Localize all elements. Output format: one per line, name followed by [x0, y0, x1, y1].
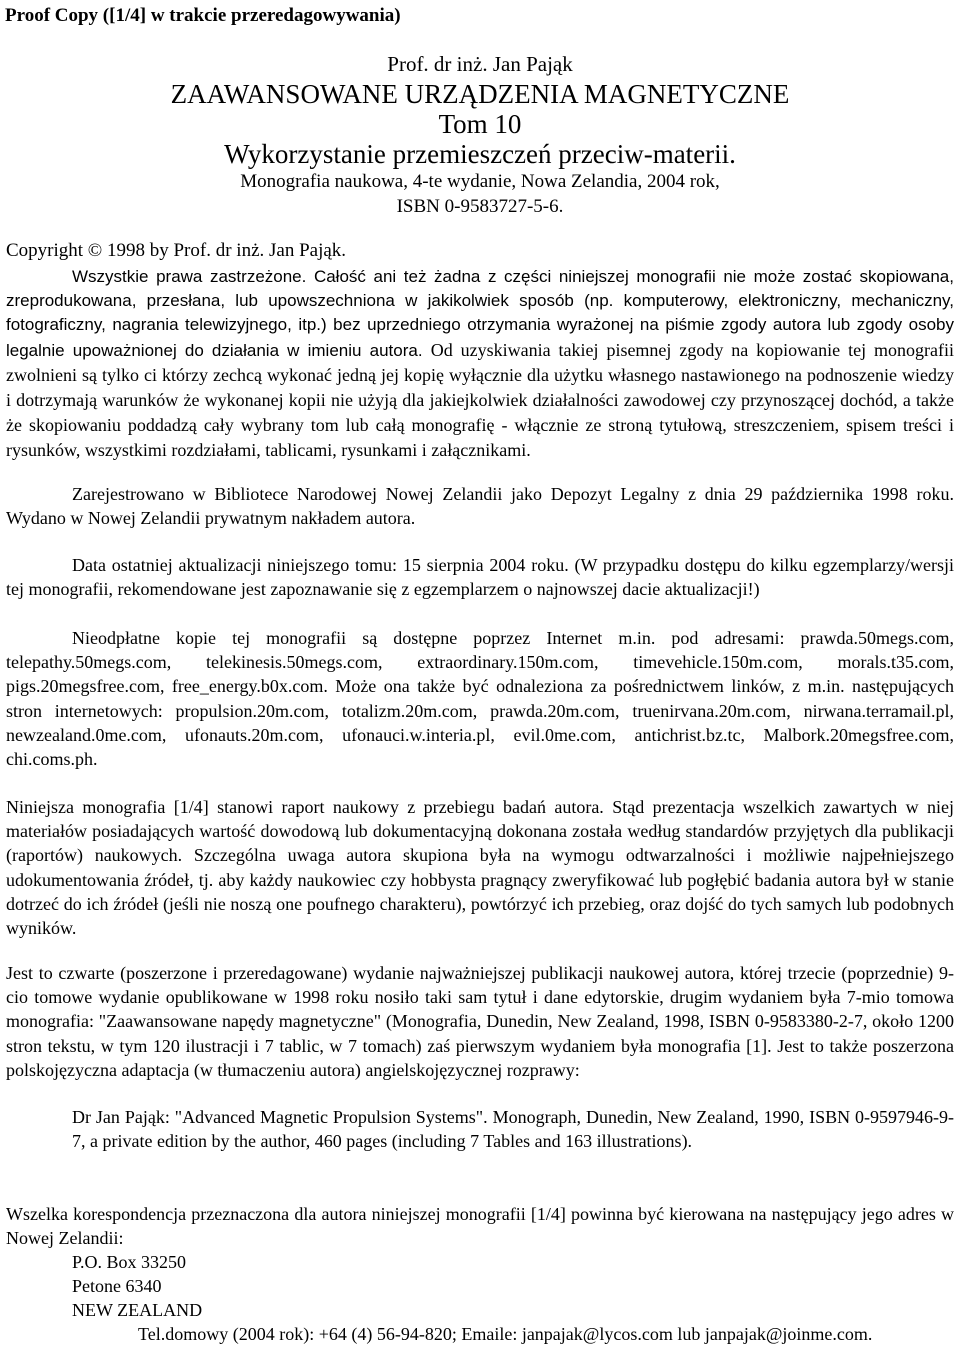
address-line-1: P.O. Box 33250	[72, 1252, 187, 1272]
rights-text: Całość ani też żadna z części niniejszej monografii nie może zostać skopiowana, zreprodukowana, przesłana, lub upowszechniona w jakikolwiek sposób (np. komputerowy, elektroniczny, mechaniczny, fotograficzny, nagrania telewizyjnego, itp.) bez uprzedniego otrzymania wyrażonej na piśmie zgody autora lub zgody osoby legalnie upoważnionej do działania w imieniu autora.	[6, 267, 954, 360]
title-author: Prof. dr inż. Jan Pająk	[387, 52, 573, 76]
address-line-3: NEW ZEALAND	[72, 1300, 203, 1320]
copies-paragraph: Nieodpłatne kopie tej monografii są dostępne poprzez Internet m.in. pod adresami: prawda.50megs.com, telepathy.50megs.com, telekinesis.50megs.com, extraordinary.150m.com, timevehicle.150m.com, morals.t35.com, pigs.20megsfree.com, free_energy.b0x.com. Może ona także być odnaleziona za pośrednictwem linków, z m.in. następujących stron internetowych: propulsion.20m.com, totalizm.20m.com, prawda.20m.com, truenirvana.20m.com, nirwana.terramail.pl, newzealand.0me.com, ufonauts.20m.com, ufonauci.w.interia.pl, evil.0me.com, antichrist.bz.tc, Malbork.20megsfree.com, chi.coms.ph.	[6, 628, 954, 770]
address-line-2: Petone 6340	[72, 1276, 162, 1296]
title-edition: Monografia naukowa, 4-te wydanie, Nowa Zelandia, 2004 rok,	[240, 171, 720, 192]
registration-paragraph: Zarejestrowano w Bibliotece Narodowej Nowej Zelandii jako Depozyt Legalny z dnia 29 października 1998 roku. Wydano w Nowej Zelandii prywatnym nakładem autora.	[6, 484, 954, 529]
correspondence-paragraph: Wszelka korespondencja przeznaczona dla autora niniejszej monografii [1/4] powinna być kierowana na następujący jego adres w Nowej Zelandii:	[6, 1204, 954, 1249]
english-reference: Dr Jan Pająk: "Advanced Magnetic Propulsion Systems". Monograph, Dunedin, New Zealand, 1990, ISBN 0-9597946-9-7, a private edition by the author, 460 pages (including 7 Tables and 163 illustrations).	[72, 1107, 954, 1152]
edition-history-paragraph: Jest to czwarte (poszerzone i przeredagowane) wydanie najważniejszej publikacji naukowej autora, której trzecie (poprzednie) 9-cio tomowe wydanie opublikowane w 1998 roku nosiło taki sam tytuł i dane edytorskie, drugim wydaniem była 7-mio tomowa monografia: "Zaawansowane napędy magnetyczne" (Monografia, Dunedin, New Zealand, 1998, ISBN 0-9583380-2-7, około 1200 stron tekstu, w tym 120 ilustracji i 7 tablic, w 7 tomach) zaś pierwszym wydaniem była monografia [1]. Jest to także poszerzona polskojęzyczna adaptacja (w tłumaczeniu autora) angielskojęzycznej rozprawy:	[6, 963, 954, 1080]
update-paragraph: Data ostatniej aktualizacji niniejszego tomu: 15 sierpnia 2004 roku. (W przypadku dostępu do kilku egzemplarzy/wersji tej monografii, rekomendowane jest zapoznawanie się z egzemplarzem o najnowszej dacie aktualizacji!)	[6, 555, 954, 600]
copyright-line: Copyright © 1998 by Prof. dr inż. Jan Pająk.	[6, 240, 347, 261]
title-block	[0, 50, 960, 219]
rights-paragraph	[6, 265, 954, 464]
title-volume: Tom 10	[438, 109, 522, 139]
contact-paragraph: Tel.domowy (2004 rok): +64 (4) 56-94-820; Emaile: janpajak@lycos.com lub janpajak@joinme.com.	[138, 1324, 873, 1344]
title-subtitle: Wykorzystanie przemieszczeń przeciw-materii.	[224, 139, 736, 169]
title-isbn: ISBN 0-9583727-5-6.	[396, 196, 564, 217]
report-paragraph: Niniejsza monografia [1/4] stanowi raport naukowy z przebiegu badań autora. Stąd prezentacja wszelkich zawartych w niej materiałów posiadających wartość dowodową lub dokumentacyjną dokonana została według standardów przyjętych dla publikacji (raportów) naukowych. Szczególna uwaga autora skupiona była na wymogu odtwarzalności i możliwie najpełniejszego udokumentowania źródeł, tj. aby każdy naukowiec czy hobbysta pragnący zweryfikować lub pogłębić badania autora był w stanie dotrzeć do ich źródeł (jeśli nie noszą one poufnego charakteru), powtórzyć ich przebieg, oraz dojść do tych samych lub podobnych wyników.	[6, 797, 954, 939]
proof-header: Proof Copy ([1/4] w trakcie przeredagowywania)	[5, 5, 401, 26]
rights-text-serif: Od uzyskiwania takiej pisemnej zgody na kopiowanie tej monografii zwolnieni są tylko ci którzy zechcą wykonać jedną jej kopię wyłącznie dla użytku własnego nastawionego na podnoszenie wiedzy i dotrzymają warunków że wykonanej kopii nie użyją dla jakiejkolwiek działalności zawodowej czy przynoszącej dochód, a także że skopiowaniu poddadzą cały wybrany tom lub całą monografię - włącznie ze stroną tytułową, streszczeniem, spisem treści i rysunków, wszystkimi rozdziałami, tablicami, rysunkami i załącznikami.	[6, 339, 954, 461]
title-main: ZAAWANSOWANE URZĄDZENIA MAGNETYCZNE	[170, 79, 790, 109]
rights-lead: Wszystkie prawa zastrzeżone.	[72, 267, 307, 286]
